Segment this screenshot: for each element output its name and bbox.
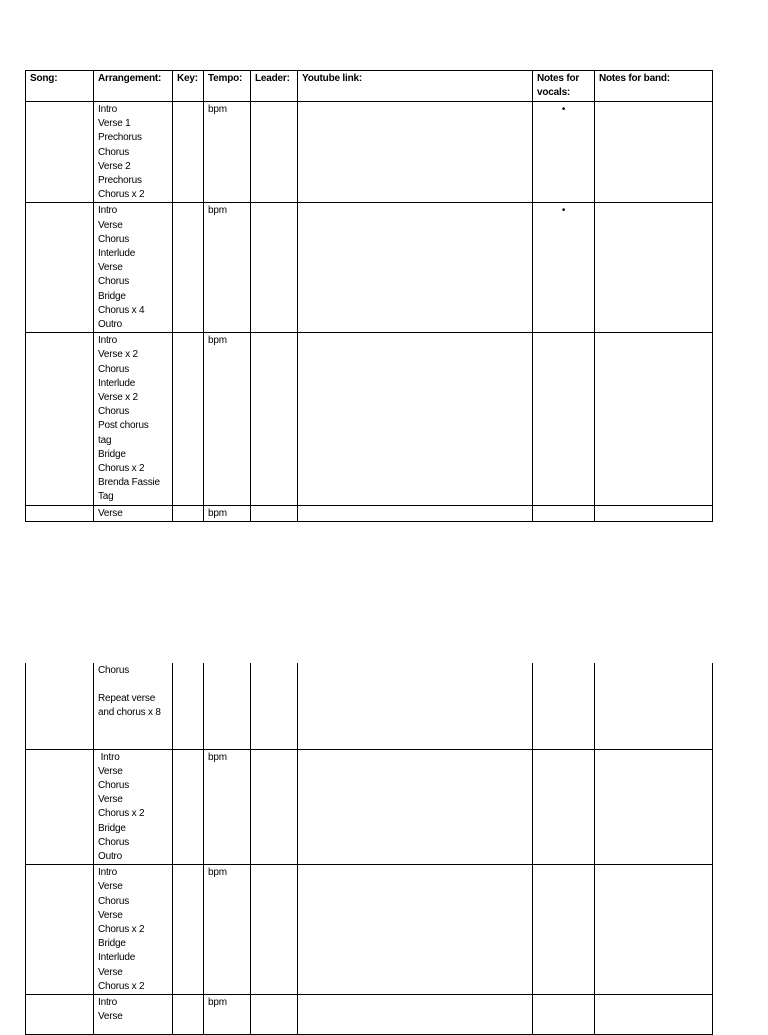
header-youtube-link: Youtube link: bbox=[298, 71, 533, 102]
song-cell[interactable] bbox=[26, 203, 94, 333]
vocals-notes-cell[interactable] bbox=[533, 865, 595, 995]
header-notes-vocals: Notes for vocals: bbox=[533, 71, 595, 102]
key-cell[interactable] bbox=[173, 865, 204, 995]
key-cell[interactable] bbox=[173, 749, 204, 865]
header-leader: Leader: bbox=[251, 71, 298, 102]
tempo-cell[interactable]: bpm bbox=[204, 333, 251, 505]
vocals-notes-cell[interactable] bbox=[533, 749, 595, 865]
arrangement-cell[interactable]: Intro Verse bbox=[94, 994, 173, 1034]
song-cell[interactable] bbox=[26, 994, 94, 1034]
arrangement-cell[interactable]: Verse bbox=[94, 505, 173, 521]
leader-cell[interactable] bbox=[251, 333, 298, 505]
youtube-link-cell[interactable] bbox=[298, 994, 533, 1034]
leader-cell[interactable] bbox=[251, 505, 298, 521]
tempo-cell[interactable] bbox=[204, 663, 251, 749]
vocals-notes-cell[interactable] bbox=[533, 994, 595, 1034]
vocals-notes-cell[interactable] bbox=[533, 203, 595, 333]
key-cell[interactable] bbox=[173, 663, 204, 749]
table-row bbox=[26, 203, 713, 333]
tempo-cell[interactable]: bpm bbox=[204, 994, 251, 1034]
vocals-notes-cell[interactable] bbox=[533, 333, 595, 505]
tempo-cell[interactable]: bpm bbox=[204, 203, 251, 333]
header-notes-band: Notes for band: bbox=[595, 71, 713, 102]
leader-cell[interactable] bbox=[251, 865, 298, 995]
vocals-notes-cell[interactable] bbox=[533, 505, 595, 521]
arrangement-cell[interactable]: Intro Verse Chorus Verse Chorus x 2 Bridge Chorus Outro bbox=[94, 749, 173, 865]
band-notes-cell[interactable] bbox=[595, 663, 713, 749]
arrangement-cell[interactable]: Intro Verse x 2 Chorus Interlude Verse x 2 Chorus Post chorus tag Bridge Chorus x 2 Brenda Fassie Tag bbox=[94, 333, 173, 505]
arrangement-cell[interactable]: Intro Verse Chorus Verse Chorus x 2 Bridge Interlude Verse Chorus x 2 bbox=[94, 865, 173, 995]
arrangement-cell[interactable]: Intro Verse 1 Prechorus Chorus Verse 2 Prechorus Chorus x 2 bbox=[94, 102, 173, 203]
tempo-cell[interactable]: bpm bbox=[204, 749, 251, 865]
song-cell[interactable] bbox=[26, 749, 94, 865]
youtube-link-cell[interactable] bbox=[298, 333, 533, 505]
youtube-link-cell[interactable] bbox=[298, 865, 533, 995]
song-cell[interactable] bbox=[26, 102, 94, 203]
key-cell[interactable] bbox=[173, 102, 204, 203]
leader-cell[interactable] bbox=[251, 663, 298, 749]
key-cell[interactable] bbox=[173, 333, 204, 505]
leader-cell[interactable] bbox=[251, 203, 298, 333]
song-cell[interactable] bbox=[26, 333, 94, 505]
youtube-link-cell[interactable] bbox=[298, 505, 533, 521]
youtube-link-cell[interactable] bbox=[298, 663, 533, 749]
key-cell[interactable] bbox=[173, 203, 204, 333]
header-row bbox=[26, 71, 713, 102]
song-cell[interactable] bbox=[26, 865, 94, 995]
youtube-link-cell[interactable] bbox=[298, 749, 533, 865]
header-tempo: Tempo: bbox=[204, 71, 251, 102]
band-notes-cell[interactable] bbox=[595, 505, 713, 521]
table-row bbox=[26, 102, 713, 203]
band-notes-cell[interactable] bbox=[595, 203, 713, 333]
youtube-link-cell[interactable] bbox=[298, 203, 533, 333]
arrangement-cell[interactable]: Chorus Repeat verse and chorus x 8 bbox=[94, 663, 173, 749]
band-notes-cell[interactable] bbox=[595, 994, 713, 1034]
vocals-notes-cell[interactable] bbox=[533, 663, 595, 749]
table-row bbox=[26, 749, 713, 865]
key-cell[interactable] bbox=[173, 994, 204, 1034]
bullet-icon: • bbox=[561, 205, 566, 217]
table-row bbox=[26, 994, 713, 1034]
setlist-table-bottom bbox=[25, 663, 713, 1035]
band-notes-cell[interactable] bbox=[595, 333, 713, 505]
vocals-notes-cell[interactable] bbox=[533, 102, 595, 203]
setlist-table-top bbox=[25, 70, 713, 522]
band-notes-cell[interactable] bbox=[595, 865, 713, 995]
arrangement-cell[interactable]: Intro Verse Chorus Interlude Verse Chorus Bridge Chorus x 4 Outro bbox=[94, 203, 173, 333]
band-notes-cell[interactable] bbox=[595, 749, 713, 865]
song-cell[interactable] bbox=[26, 663, 94, 749]
table-row bbox=[26, 663, 713, 749]
table-row bbox=[26, 505, 713, 521]
youtube-link-cell[interactable] bbox=[298, 102, 533, 203]
header-arrangement: Arrangement: bbox=[94, 71, 173, 102]
leader-cell[interactable] bbox=[251, 102, 298, 203]
bullet-icon: • bbox=[561, 104, 566, 115]
table-row bbox=[26, 865, 713, 995]
key-cell[interactable] bbox=[173, 505, 204, 521]
tempo-cell[interactable]: bpm bbox=[204, 505, 251, 521]
header-key: Key: bbox=[173, 71, 204, 102]
song-cell[interactable] bbox=[26, 505, 94, 521]
tempo-cell[interactable]: bpm bbox=[204, 102, 251, 203]
header-song: Song: bbox=[26, 71, 94, 102]
leader-cell[interactable] bbox=[251, 994, 298, 1034]
tempo-cell[interactable]: bpm bbox=[204, 865, 251, 995]
leader-cell[interactable] bbox=[251, 749, 298, 865]
table-row bbox=[26, 333, 713, 505]
band-notes-cell[interactable] bbox=[595, 102, 713, 203]
